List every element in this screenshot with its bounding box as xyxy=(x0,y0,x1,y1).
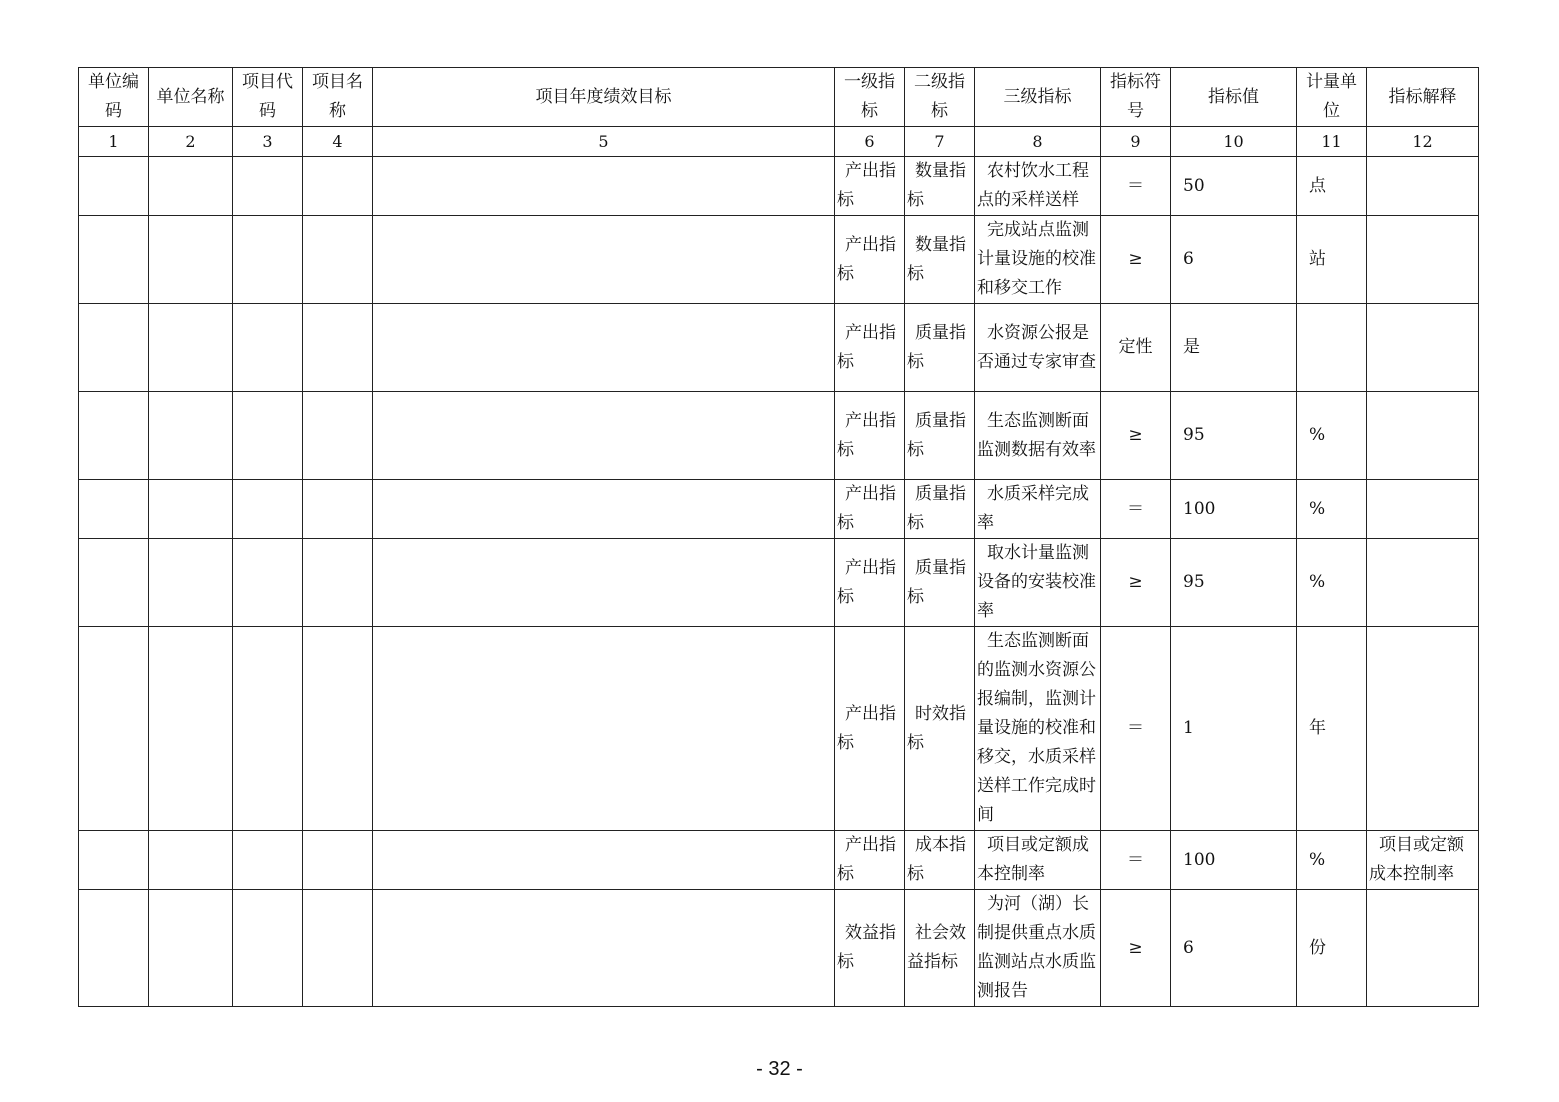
index-cell: 8 xyxy=(975,127,1101,157)
level2-indicator: 社会效益指标 xyxy=(905,890,975,1007)
indicator-value: 50 xyxy=(1171,157,1297,216)
annual-goal-cell xyxy=(373,157,835,216)
level1-indicator: 效益指标 xyxy=(835,890,905,1007)
table-row xyxy=(79,157,1479,216)
annual-goal-cell xyxy=(373,216,835,304)
annual-goal-cell xyxy=(373,480,835,539)
project-code-cell xyxy=(233,890,303,1007)
indicator-symbol: ＝ xyxy=(1101,627,1171,831)
table-row xyxy=(79,304,1479,392)
table-row xyxy=(79,480,1479,539)
unit-name-cell xyxy=(149,216,233,304)
header-cell: 项目代码 xyxy=(233,68,303,127)
level1-indicator: 产出指标 xyxy=(835,216,905,304)
unit-name-cell xyxy=(149,890,233,1007)
table-row xyxy=(79,890,1479,1007)
project-name-cell xyxy=(303,392,373,480)
annual-goal-cell xyxy=(373,539,835,627)
index-cell: 2 xyxy=(149,127,233,157)
unit-name-cell xyxy=(149,392,233,480)
level1-indicator: 产出指标 xyxy=(835,831,905,890)
index-cell: 3 xyxy=(233,127,303,157)
unit-name-cell xyxy=(149,627,233,831)
indicator-value: 6 xyxy=(1171,216,1297,304)
header-cell: 项目年度绩效目标 xyxy=(373,68,835,127)
project-name-cell xyxy=(303,480,373,539)
annual-goal-cell xyxy=(373,890,835,1007)
project-name-cell xyxy=(303,890,373,1007)
unit-code-cell xyxy=(79,304,149,392)
level1-indicator: 产出指标 xyxy=(835,627,905,831)
table-row xyxy=(79,627,1479,831)
annual-goal-cell xyxy=(373,304,835,392)
table-row xyxy=(79,539,1479,627)
level1-indicator: 产出指标 xyxy=(835,304,905,392)
unit-code-cell xyxy=(79,392,149,480)
index-cell: 1 xyxy=(79,127,149,157)
unit-code-cell xyxy=(79,216,149,304)
project-code-cell xyxy=(233,627,303,831)
measurement-unit: % xyxy=(1297,392,1367,480)
level2-indicator: 成本指标 xyxy=(905,831,975,890)
project-code-cell xyxy=(233,216,303,304)
header-cell: 项目名称 xyxy=(303,68,373,127)
project-code-cell xyxy=(233,157,303,216)
table-row xyxy=(79,216,1479,304)
header-cell: 指标解释 xyxy=(1367,68,1479,127)
measurement-unit xyxy=(1297,304,1367,392)
header-cell: 单位名称 xyxy=(149,68,233,127)
level3-indicator: 取水计量监测设备的安装校准率 xyxy=(975,539,1101,627)
level3-indicator: 农村饮水工程点的采样送样 xyxy=(975,157,1101,216)
level3-indicator: 项目或定额成本控制率 xyxy=(975,831,1101,890)
unit-code-cell xyxy=(79,480,149,539)
index-cell: 7 xyxy=(905,127,975,157)
header-cell: 二级指标 xyxy=(905,68,975,127)
project-name-cell xyxy=(303,831,373,890)
level2-indicator: 数量指标 xyxy=(905,157,975,216)
indicator-symbol: ＝ xyxy=(1101,831,1171,890)
level2-indicator: 质量指标 xyxy=(905,539,975,627)
unit-name-cell xyxy=(149,157,233,216)
project-name-cell xyxy=(303,627,373,831)
unit-code-cell xyxy=(79,539,149,627)
level2-indicator: 质量指标 xyxy=(905,304,975,392)
measurement-unit: % xyxy=(1297,831,1367,890)
level3-indicator: 完成站点监测计量设施的校准和移交工作 xyxy=(975,216,1101,304)
project-code-cell xyxy=(233,539,303,627)
index-cell: 6 xyxy=(835,127,905,157)
table-row xyxy=(79,392,1479,480)
level2-indicator: 数量指标 xyxy=(905,216,975,304)
indicator-value: 1 xyxy=(1171,627,1297,831)
indicator-explanation xyxy=(1367,304,1479,392)
level1-indicator: 产出指标 xyxy=(835,392,905,480)
indicator-symbol: ≥ xyxy=(1101,216,1171,304)
indicator-symbol: ＝ xyxy=(1101,480,1171,539)
unit-code-cell xyxy=(79,157,149,216)
index-cell: 5 xyxy=(373,127,835,157)
header-cell: 指标值 xyxy=(1171,68,1297,127)
level2-indicator: 时效指标 xyxy=(905,627,975,831)
index-cell: 10 xyxy=(1171,127,1297,157)
level2-indicator: 质量指标 xyxy=(905,392,975,480)
project-name-cell xyxy=(303,157,373,216)
indicator-explanation xyxy=(1367,480,1479,539)
indicator-explanation xyxy=(1367,627,1479,831)
indicator-explanation xyxy=(1367,392,1479,480)
unit-code-cell xyxy=(79,831,149,890)
project-name-cell xyxy=(303,304,373,392)
unit-name-cell xyxy=(149,539,233,627)
indicator-value: 95 xyxy=(1171,392,1297,480)
measurement-unit: 站 xyxy=(1297,216,1367,304)
project-code-cell xyxy=(233,392,303,480)
annual-goal-cell xyxy=(373,392,835,480)
level3-indicator: 为河（湖）长制提供重点水质监测站点水质监测报告 xyxy=(975,890,1101,1007)
unit-name-cell xyxy=(149,480,233,539)
indicator-value: 是 xyxy=(1171,304,1297,392)
indicator-symbol: ≥ xyxy=(1101,392,1171,480)
level1-indicator: 产出指标 xyxy=(835,157,905,216)
column-index-row xyxy=(79,127,1479,157)
indicator-value: 95 xyxy=(1171,539,1297,627)
unit-code-cell xyxy=(79,627,149,831)
measurement-unit: 点 xyxy=(1297,157,1367,216)
level3-indicator: 生态监测断面监测数据有效率 xyxy=(975,392,1101,480)
indicator-explanation xyxy=(1367,890,1479,1007)
unit-name-cell xyxy=(149,304,233,392)
header-cell: 计量单位 xyxy=(1297,68,1367,127)
indicator-symbol: 定性 xyxy=(1101,304,1171,392)
annual-goal-cell xyxy=(373,627,835,831)
project-code-cell xyxy=(233,480,303,539)
indicator-symbol: ≥ xyxy=(1101,539,1171,627)
annual-goal-cell xyxy=(373,831,835,890)
unit-code-cell xyxy=(79,890,149,1007)
page-number: - 32 - xyxy=(756,1058,803,1080)
indicator-explanation xyxy=(1367,539,1479,627)
level3-indicator: 水资源公报是否通过专家审查 xyxy=(975,304,1101,392)
table-row xyxy=(79,831,1479,890)
index-cell: 12 xyxy=(1367,127,1479,157)
index-cell: 9 xyxy=(1101,127,1171,157)
project-name-cell xyxy=(303,216,373,304)
indicator-explanation: 项目或定额成本控制率 xyxy=(1367,831,1479,890)
header-cell: 单位编码 xyxy=(79,68,149,127)
measurement-unit: 年 xyxy=(1297,627,1367,831)
unit-name-cell xyxy=(149,831,233,890)
performance-indicator-table xyxy=(78,67,1479,1007)
level1-indicator: 产出指标 xyxy=(835,480,905,539)
project-code-cell xyxy=(233,304,303,392)
header-cell: 指标符号 xyxy=(1101,68,1171,127)
indicator-explanation xyxy=(1367,157,1479,216)
project-code-cell xyxy=(233,831,303,890)
index-cell: 4 xyxy=(303,127,373,157)
indicator-explanation xyxy=(1367,216,1479,304)
project-name-cell xyxy=(303,539,373,627)
indicator-value: 100 xyxy=(1171,480,1297,539)
level3-indicator: 生态监测断面的监测水资源公报编制，监测计量设施的校准和移交，水质采样送样工作完成时间 xyxy=(975,627,1101,831)
header-cell: 一级指标 xyxy=(835,68,905,127)
indicator-value: 6 xyxy=(1171,890,1297,1007)
indicator-symbol: ＝ xyxy=(1101,157,1171,216)
header-cell: 三级指标 xyxy=(975,68,1101,127)
level3-indicator: 水质采样完成率 xyxy=(975,480,1101,539)
measurement-unit: 份 xyxy=(1297,890,1367,1007)
indicator-symbol: ≥ xyxy=(1101,890,1171,1007)
measurement-unit: % xyxy=(1297,480,1367,539)
indicator-value: 100 xyxy=(1171,831,1297,890)
level2-indicator: 质量指标 xyxy=(905,480,975,539)
measurement-unit: % xyxy=(1297,539,1367,627)
index-cell: 11 xyxy=(1297,127,1367,157)
header-row xyxy=(79,68,1479,127)
level1-indicator: 产出指标 xyxy=(835,539,905,627)
